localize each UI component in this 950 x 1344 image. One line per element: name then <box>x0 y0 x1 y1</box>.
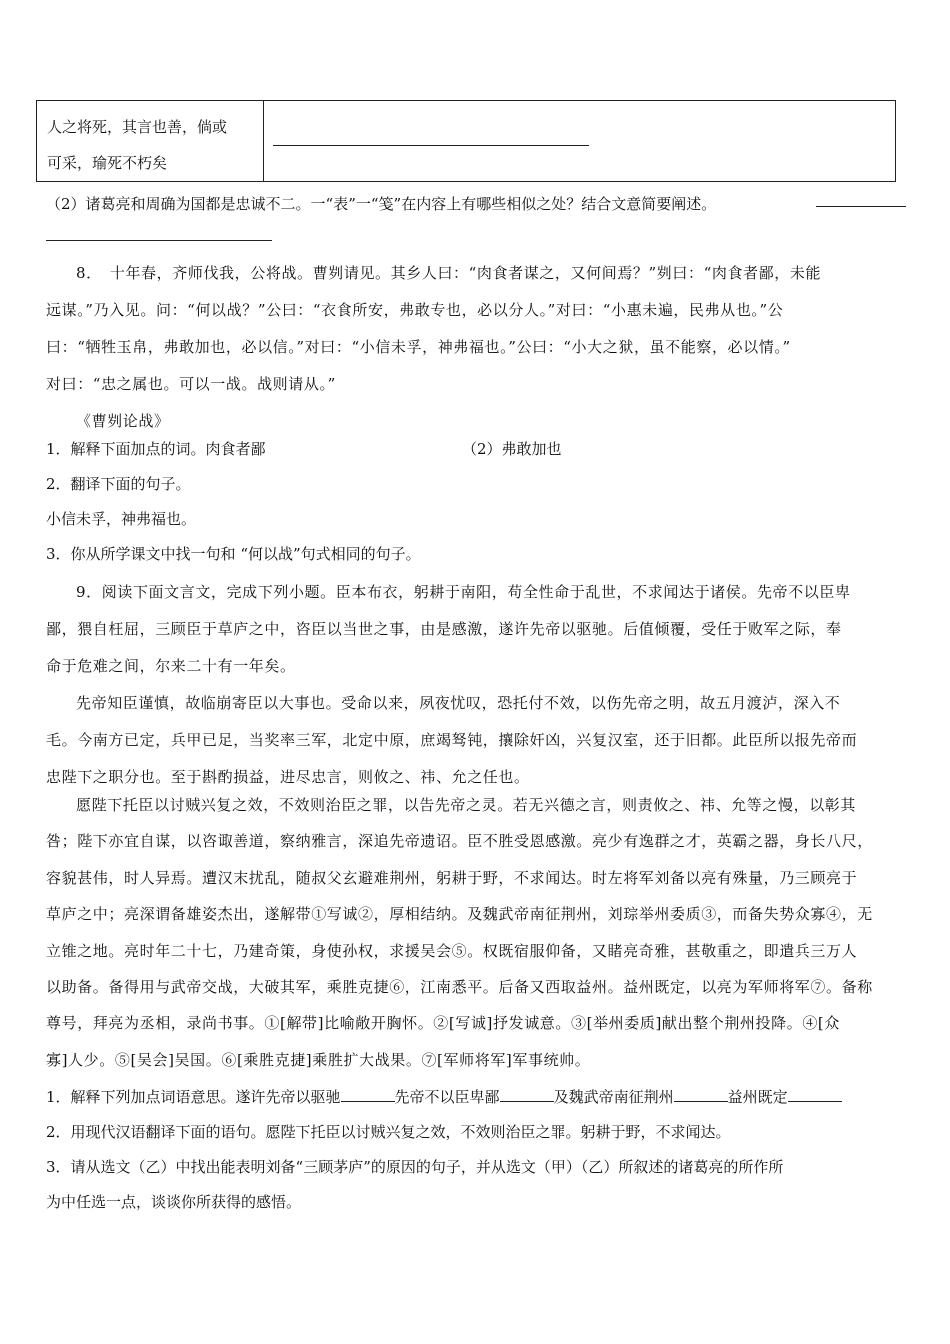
answer-table <box>36 100 896 182</box>
q8-item-2-sentence: 小信未孚，神弗福也。 <box>46 510 197 528</box>
q9-line: 先帝知臣谨慎，故临崩寄臣以大事也。受命以来，夙夜忧叹，恐托付不效，以伤先帝之明，故五月渡泸，深入不 <box>76 694 841 712</box>
question-2-blank-a[interactable] <box>816 206 906 207</box>
q8-line: 对曰：“忠之属也。可以一战。战则请从。” <box>46 375 336 393</box>
q9-line: 毛。今南方已定，兵甲已足，当奖率三军，北定中原，庶竭驽钝，攘除奸凶，兴复汉室，还于旧都。此臣所以报先帝而 <box>46 731 858 749</box>
q9-line: 草庐之中；亮深谓备雄姿杰出，遂解带①写诚②，厚相结纳。及魏武帝南征荆州，刘琮举州委质③，而备失势众寡④，无 <box>46 905 873 924</box>
q9-line: 命于危难之间，尔来二十有一年矣。 <box>46 657 296 675</box>
q8-passage <box>46 255 906 440</box>
q8-source: 《曹刿论战》 <box>76 412 170 430</box>
q9-line: 寡]人少。⑤[吴会]吴国。⑥[乘胜克捷]乘胜扩大战果。⑦[军师将军]军事统帅。 <box>46 1050 591 1069</box>
q9-item-3-line-2: 为中任选一点，谈谈你所获得的感悟。 <box>46 1193 302 1211</box>
q9-passage-para-3 <box>46 787 906 1078</box>
q9-line: 以助备。备得用与武帝交战，大破其军，乘胜克捷⑥，江南悉平。后备又西取益州。益州既定，以亮为军师将军⑦。备称 <box>46 978 873 997</box>
table-left-cell <box>47 109 227 181</box>
q9-line: 容貌甚伟，时人异焉。遭汉末扰乱，随叔父玄避难荆州，躬耕于野，不求闻达。时左将军刘备以亮有殊量，乃三顾亮于 <box>46 868 858 887</box>
q9-item-1-part: 及魏武帝南征荆州 <box>553 1088 674 1106</box>
q9-line: 尊号，拜亮为丞相，录尚书事。①[解带]比喻敞开胸怀。②[写诚]抒发诚意。③[举州委质]献出整个荆州投降。④[众 <box>46 1014 840 1033</box>
q9-blank-4[interactable] <box>788 1087 842 1102</box>
q9-line: 愿陛下托臣以讨贼兴复之效，不效则治臣之罪，以告先帝之灵。若无兴德之言，则责攸之、祎、允等之慢，以彰其 <box>76 796 857 814</box>
q8-item-1: 1．解释下面加点的词。肉食者鄙 <box>46 440 266 458</box>
q8-line: 8． 十年春，齐师伐我，公将战。曹刿请见。其乡人曰：“肉食者谋之，又何间焉？”刿曰：“肉食者鄙，未能 <box>76 264 822 282</box>
q9-line: 忠陛下之职分也。至于斟酌损益，进尽忠言，则攸之、祎、允之任也。 <box>46 768 530 786</box>
q8-item-2: 2．翻译下面的句子。 <box>46 475 191 493</box>
q9-blank-2[interactable] <box>500 1087 554 1102</box>
q9-line: 立锥之地。亮时年二十七，乃建奇策，身使孙权，求援吴会⑤。权既宿服仰备，又睹亮奇雅，甚敬重之，即遣兵三万人 <box>46 941 858 960</box>
q8-item-1b: （2）弗敢加也 <box>462 440 562 458</box>
q9-blank-3[interactable] <box>674 1087 728 1102</box>
table-left-line-2: 可采，瑜死不朽矣 <box>47 154 168 172</box>
question-2-blank-b[interactable] <box>46 240 272 241</box>
q9-item-1-part: 益州既定 <box>727 1088 788 1106</box>
q9-item-1-part: 先帝不以臣卑鄙 <box>394 1088 500 1106</box>
table-answer-blank[interactable] <box>273 145 589 146</box>
q8-item-3: 3．你从所学课文中找一句和 “何以战”句式相同的句子。 <box>46 545 421 563</box>
q9-item-1 <box>46 1080 842 1114</box>
q9-line: 鄙，猥自枉屈，三顾臣于草庐之中，咨臣以当世之事，由是感激，遂许先帝以驱驰。后值倾覆，受任于败军之际，奉 <box>46 620 842 638</box>
q9-passage-para-2 <box>46 685 906 796</box>
q9-line: 9．阅读下面文言文，完成下列小题。臣本布衣，躬耕于南阳，苟全性命于乱世，不求闻达于诸侯。先帝不以臣卑 <box>76 583 851 601</box>
q9-passage-para-1 <box>46 574 906 685</box>
q8-line: 远谋。”乃入见。问：“何以战？”公曰：“衣食所安，弗敢专也，必以分人。”对曰：“小惠未遍，民弗从也。”公 <box>46 301 784 319</box>
q8-line: 曰：“牺牲玉帛，弗敢加也，必以信。”对曰：“小信未孚，神弗福也。”公曰：“小大之狱，虽不能察，必以情。” <box>46 338 791 356</box>
q9-item-2: 2．用现代汉语翻译下面的语句。愿陛下托臣以讨贼兴复之效，不效则治臣之罪。躬耕于野，不求闻达。 <box>46 1123 731 1141</box>
table-divider <box>263 101 264 181</box>
q9-item-1-part: 1．解释下列加点词语意思。遂许先帝以驱驰 <box>46 1088 341 1106</box>
q9-blank-1[interactable] <box>341 1087 395 1102</box>
q9-item-3-line-1: 3．请从选文（乙）中找出能表明刘备“三顾茅庐”的原因的句子，并从选文（甲）（乙）所叙述的诸葛亮的所作所 <box>46 1158 784 1176</box>
q9-line: 咎；陛下亦宜自谋，以咨诹善道，察纳雅言，深追先帝遗诏。臣不胜受恩感激。亮少有逸群之才，英霸之器，身长八尺， <box>46 832 873 851</box>
table-left-line-1: 人之将死，其言也善，倘或 <box>47 118 228 136</box>
question-2-text: （2）诸葛亮和周确为国都是忠诚不二。一“表”一“笺”在内容上有哪些相似之处？结合文意简要阐述。 <box>46 195 717 213</box>
